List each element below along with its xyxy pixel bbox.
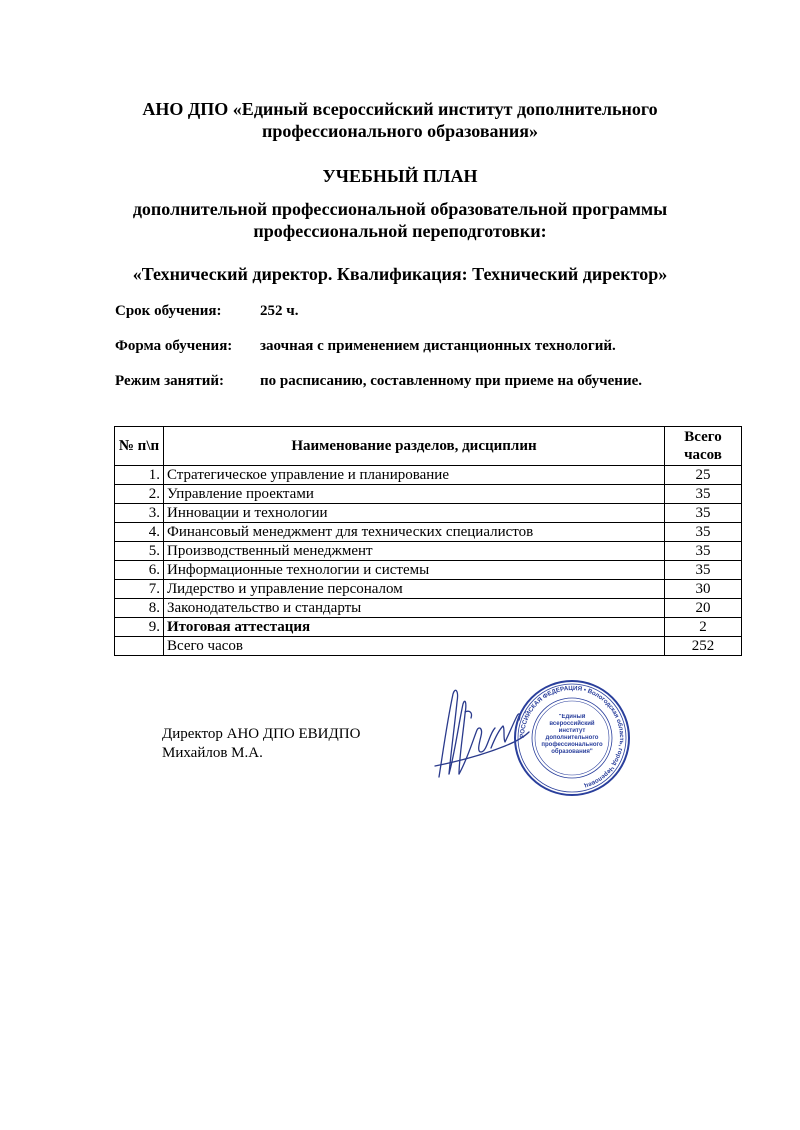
row-hours: 35	[665, 504, 742, 523]
table-row	[115, 599, 742, 618]
header-hours-line2: часов	[684, 447, 722, 463]
table-row-final-attestation	[115, 618, 742, 637]
table-total-row	[115, 637, 742, 656]
total-num-empty	[115, 637, 164, 656]
seal-outer-text: РОССИЙСКАЯ ФЕДЕРАЦИЯ • Вологодская область, город Череповец	[518, 684, 626, 790]
row-hours: 35	[665, 542, 742, 561]
program-name: «Технический директор. Квалификация: Технический директор»	[132, 264, 668, 284]
curriculum-table	[114, 426, 742, 656]
total-hours: 252	[665, 637, 742, 656]
seal-inner-text: "Единый всероссийский институт дополнительного профессионального образования"	[541, 714, 603, 755]
row-num: 2.	[115, 485, 164, 504]
signatory-name: Михайлов М.А.	[162, 745, 263, 761]
row-name: Управление проектами	[164, 485, 665, 504]
row-name: Лидерство и управление персоналом	[164, 580, 665, 599]
table-header-row	[115, 427, 742, 466]
meta-label: Форма обучения:	[115, 338, 233, 354]
meta-value: 252 ч.	[260, 303, 299, 319]
subtitle-line2: профессиональной переподготовки:	[253, 221, 547, 241]
org-name-line1: АНО ДПО «Единый всероссийский институт дополнительного	[142, 99, 658, 119]
document-title: УЧЕБНЫЙ ПЛАН	[322, 166, 478, 186]
row-num: 3.	[115, 504, 164, 523]
row-name: Итоговая аттестация	[164, 618, 665, 637]
row-num: 8.	[115, 599, 164, 618]
table-row	[115, 542, 742, 561]
meta-label: Режим занятий:	[115, 373, 225, 389]
row-hours: 35	[665, 561, 742, 580]
row-hours: 2	[665, 618, 742, 637]
signatory-block	[162, 725, 360, 763]
row-hours: 35	[665, 485, 742, 504]
meta-value: по расписанию, составленному при приеме на обучение.	[260, 373, 642, 389]
header-num: № п\п	[115, 427, 164, 466]
table-row	[115, 466, 742, 485]
row-num: 9.	[115, 618, 164, 637]
row-hours: 35	[665, 523, 742, 542]
table-row	[115, 523, 742, 542]
row-name: Финансовый менеджмент для технических специалистов	[164, 523, 665, 542]
row-hours: 20	[665, 599, 742, 618]
table-row	[115, 504, 742, 523]
subtitle-line1: дополнительной профессиональной образовательной программы	[132, 199, 668, 219]
row-num: 4.	[115, 523, 164, 542]
row-num: 6.	[115, 561, 164, 580]
meta-label: Срок обучения:	[115, 303, 222, 319]
header-name: Наименование разделов, дисциплин	[164, 427, 665, 466]
row-name: Стратегическое управление и планирование	[164, 466, 665, 485]
table-row	[115, 485, 742, 504]
row-name: Производственный менеджмент	[164, 542, 665, 561]
row-name: Инновации и технологии	[164, 504, 665, 523]
signatory-title: Директор АНО ДПО ЕВИДПО	[162, 726, 361, 742]
row-num: 7.	[115, 580, 164, 599]
table-row	[115, 561, 742, 580]
row-hours: 30	[665, 580, 742, 599]
row-num: 5.	[115, 542, 164, 561]
row-num: 1.	[115, 466, 164, 485]
table-row	[115, 580, 742, 599]
row-name: Информационные технологии и системы	[164, 561, 665, 580]
row-name: Законодательство и стандарты	[164, 599, 665, 618]
header-hours	[665, 427, 742, 466]
meta-value: заочная с применением дистанционных технологий.	[260, 338, 616, 354]
header-hours-line1: Всего	[684, 429, 722, 445]
total-label: Всего часов	[164, 637, 665, 656]
row-hours: 25	[665, 466, 742, 485]
official-seal	[512, 678, 632, 798]
org-name-line2: профессионального образования»	[261, 121, 539, 141]
